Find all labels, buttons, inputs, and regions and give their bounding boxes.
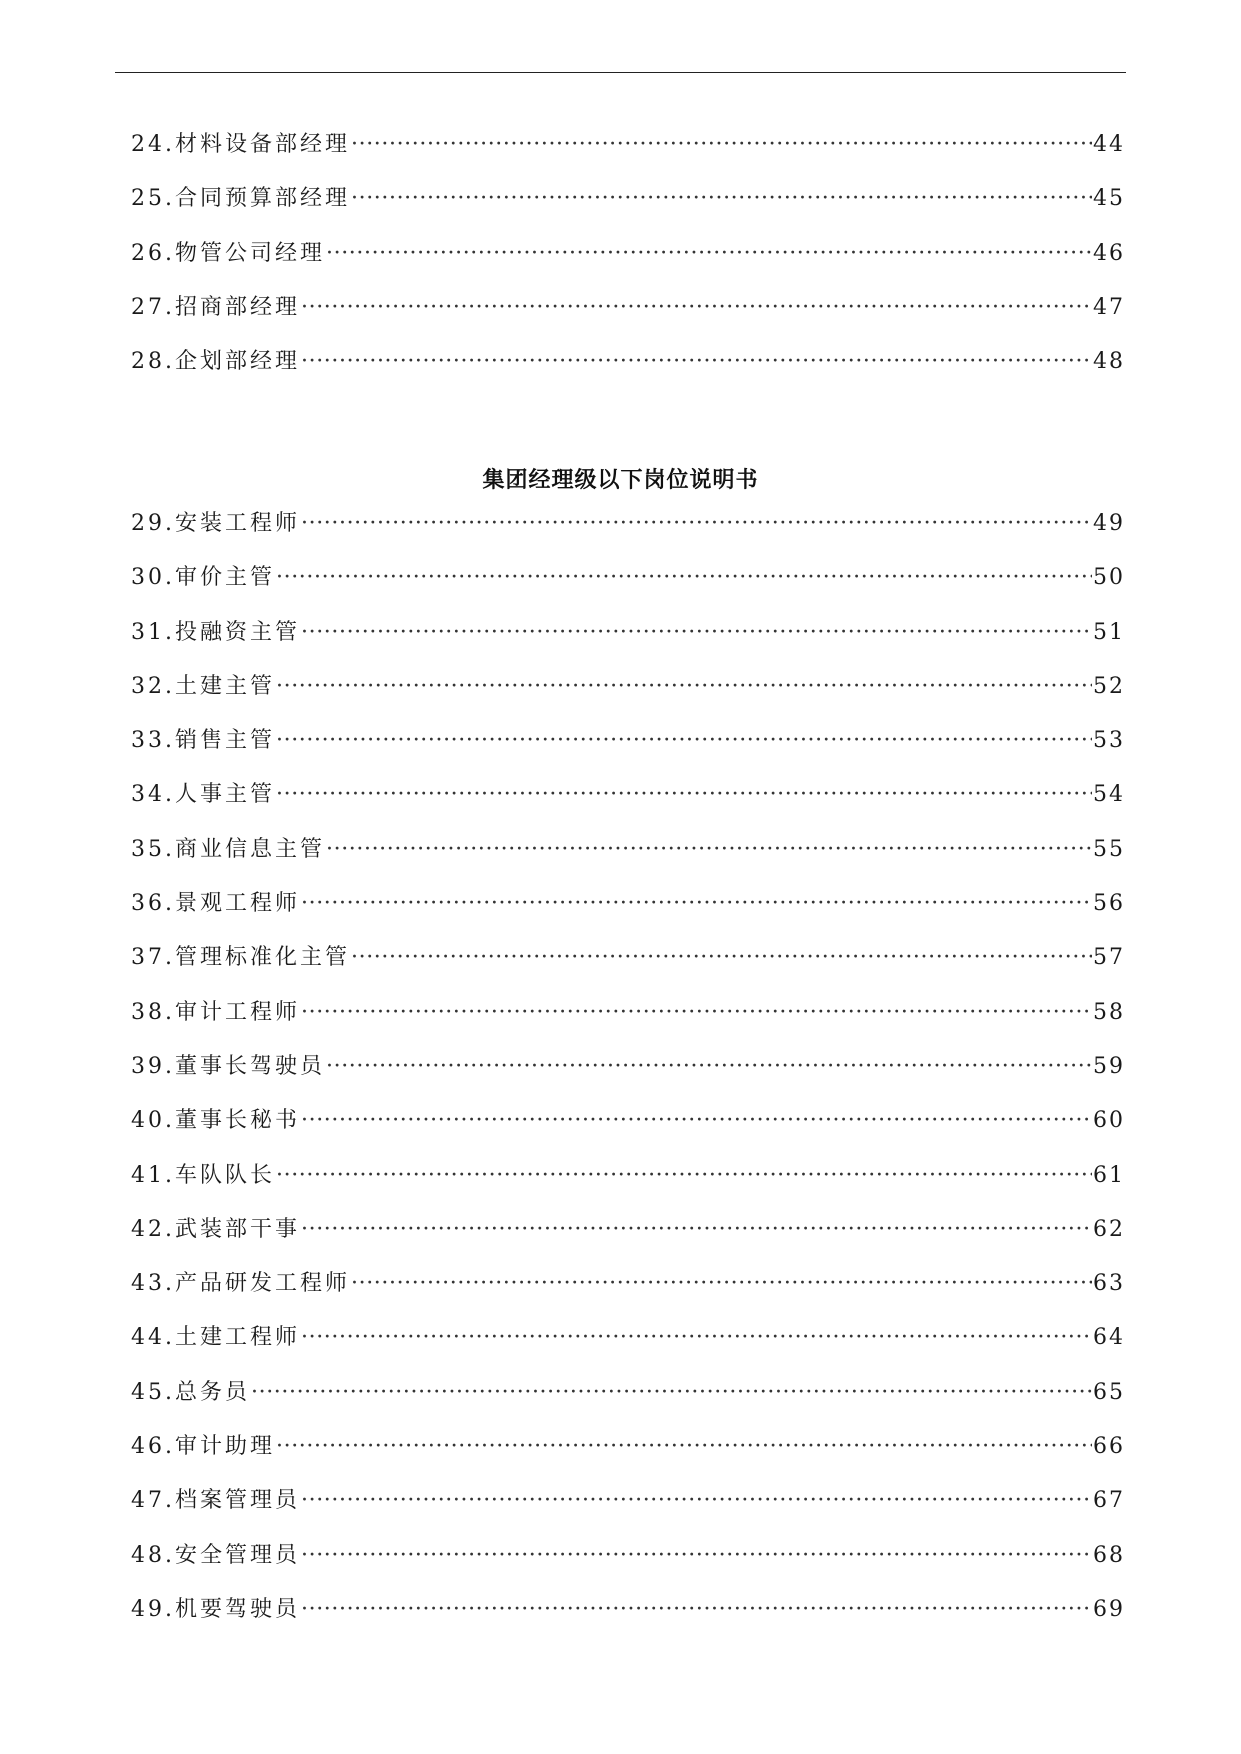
toc-entry-number: 30.	[131, 565, 175, 591]
toc-entry-page: 62	[1093, 1216, 1125, 1242]
toc-entry[interactable]	[131, 181, 1125, 235]
toc-entry-page: 51	[1093, 619, 1125, 645]
toc-entry-number: 31.	[131, 619, 175, 645]
toc-entry-page: 64	[1093, 1325, 1125, 1351]
toc-entry-title: 景观工程师	[175, 891, 301, 917]
toc-dot-leader	[301, 1217, 1092, 1242]
toc-entry[interactable]	[131, 1538, 1125, 1592]
toc-entry-number: 35.	[131, 836, 175, 862]
toc-entry-page: 54	[1093, 782, 1125, 808]
toc-entry-page: 65	[1093, 1379, 1125, 1405]
toc-entry-number: 46.	[131, 1434, 175, 1460]
toc-entry-page: 47	[1093, 294, 1125, 320]
toc-entry-title: 物管公司经理	[175, 240, 326, 266]
toc-entry-number: 48.	[131, 1542, 175, 1568]
toc-entry-number: 29.	[131, 511, 175, 536]
toc-entry[interactable]	[131, 1429, 1125, 1483]
toc-entry-title: 商业信息主管	[175, 836, 326, 862]
toc-entry-number: 36.	[131, 891, 175, 917]
toc-entry-title: 审计助理	[175, 1434, 276, 1460]
toc-entry[interactable]	[131, 290, 1125, 344]
toc-entry[interactable]	[131, 127, 1125, 181]
toc-entry-title: 审计工程师	[175, 999, 301, 1025]
toc-entry-title: 审价主管	[175, 565, 276, 591]
toc-dot-leader	[276, 674, 1092, 699]
toc-dot-leader	[301, 1108, 1092, 1133]
toc-entry-title: 机要驾驶员	[175, 1596, 301, 1622]
toc-list-bottom	[131, 506, 1125, 1646]
toc-entry[interactable]	[131, 832, 1125, 886]
toc-entry-number: 37.	[131, 945, 175, 971]
toc-entry-page: 45	[1093, 186, 1125, 212]
toc-dot-leader	[351, 945, 1092, 970]
toc-list-top	[131, 127, 1125, 398]
toc-entry-title: 管理标准化主管	[175, 945, 351, 971]
toc-entry-page: 52	[1093, 673, 1125, 699]
toc-entry-page: 49	[1093, 511, 1125, 536]
toc-entry[interactable]	[131, 1592, 1125, 1646]
toc-entry-number: 47.	[131, 1488, 175, 1514]
toc-entry-page: 57	[1093, 945, 1125, 971]
toc-entry-number: 41.	[131, 1162, 175, 1188]
header-rule	[115, 72, 1126, 73]
toc-entry-title: 企划部经理	[175, 349, 301, 375]
toc-entry[interactable]	[131, 1158, 1125, 1212]
toc-entry[interactable]	[131, 777, 1125, 831]
toc-entry-page: 61	[1093, 1162, 1125, 1188]
toc-entry-page: 63	[1093, 1271, 1125, 1297]
toc-entry-number: 24.	[131, 132, 175, 157]
toc-entry-page: 44	[1093, 132, 1125, 157]
toc-entry-page: 67	[1093, 1488, 1125, 1514]
toc-entry-number: 38.	[131, 999, 175, 1025]
toc-entry-title: 档案管理员	[175, 1488, 301, 1514]
toc-dot-leader	[351, 186, 1092, 211]
toc-entry[interactable]	[131, 1483, 1125, 1537]
toc-dot-leader	[301, 1000, 1092, 1025]
toc-entry-title: 总务员	[175, 1379, 251, 1405]
toc-dot-leader	[301, 891, 1092, 916]
toc-dot-leader	[301, 1325, 1092, 1350]
toc-dot-leader	[301, 1597, 1092, 1622]
toc-dot-leader	[301, 1488, 1092, 1513]
toc-entry-number: 39.	[131, 1053, 175, 1079]
toc-entry[interactable]	[131, 1049, 1125, 1103]
toc-entry-page: 58	[1093, 999, 1125, 1025]
toc-entry-number: 28.	[131, 349, 175, 375]
toc-entry-title: 董事长秘书	[175, 1108, 301, 1134]
toc-dot-leader	[276, 1163, 1092, 1188]
toc-entry[interactable]	[131, 615, 1125, 669]
toc-dot-leader	[301, 295, 1092, 320]
toc-entry-title: 投融资主管	[175, 619, 301, 645]
toc-entry-title: 合同预算部经理	[175, 186, 351, 212]
toc-entry-number: 34.	[131, 782, 175, 808]
toc-entry-title: 销售主管	[175, 728, 276, 754]
toc-entry-number: 44.	[131, 1325, 175, 1351]
toc-entry[interactable]	[131, 995, 1125, 1049]
toc-entry-number: 27.	[131, 294, 175, 320]
toc-entry[interactable]	[131, 940, 1125, 994]
toc-entry-page: 55	[1093, 836, 1125, 862]
toc-entry[interactable]	[131, 1266, 1125, 1320]
toc-entry-page: 53	[1093, 728, 1125, 754]
toc-entry-title: 安装工程师	[175, 511, 301, 536]
toc-entry-page: 66	[1093, 1434, 1125, 1460]
toc-entry[interactable]	[131, 236, 1125, 290]
toc-entry-number: 25.	[131, 186, 175, 212]
toc-dot-leader	[276, 782, 1092, 807]
toc-dot-leader	[326, 1054, 1092, 1079]
toc-entry-page: 69	[1093, 1596, 1125, 1622]
toc-dot-leader	[276, 1434, 1092, 1459]
toc-dot-leader	[326, 241, 1092, 266]
toc-dot-leader	[326, 837, 1092, 862]
toc-entry-title: 安全管理员	[175, 1542, 301, 1568]
toc-entry[interactable]	[131, 1103, 1125, 1157]
toc-dot-leader	[351, 1271, 1092, 1296]
toc-entry[interactable]	[131, 560, 1125, 614]
toc-entry-title: 土建主管	[175, 673, 276, 699]
toc-entry-title: 武装部干事	[175, 1216, 301, 1242]
toc-entry-title: 人事主管	[175, 782, 276, 808]
toc-entry-number: 45.	[131, 1379, 175, 1405]
toc-entry-title: 车队队长	[175, 1162, 276, 1188]
toc-entry[interactable]	[131, 1375, 1125, 1429]
toc-entry[interactable]	[131, 506, 1125, 560]
toc-entry-page: 60	[1093, 1108, 1125, 1134]
section-heading: 集团经理级以下岗位说明书	[482, 468, 759, 493]
toc-entry[interactable]	[131, 344, 1125, 398]
toc-entry[interactable]	[131, 1320, 1125, 1374]
toc-entry-page: 56	[1093, 891, 1125, 917]
toc-dot-leader	[351, 132, 1092, 157]
toc-entry-title: 董事长驾驶员	[175, 1053, 326, 1079]
toc-dot-leader	[301, 511, 1092, 536]
toc-entry-page: 50	[1093, 565, 1125, 591]
toc-dot-leader	[301, 349, 1092, 374]
toc-entry-number: 33.	[131, 728, 175, 754]
toc-entry-page: 59	[1093, 1053, 1125, 1079]
toc-entry[interactable]	[131, 886, 1125, 940]
toc-entry-page: 46	[1093, 240, 1125, 266]
toc-entry-title: 土建工程师	[175, 1325, 301, 1351]
toc-entry-page: 68	[1093, 1542, 1125, 1568]
toc-entry-number: 49.	[131, 1596, 175, 1622]
toc-dot-leader	[301, 1543, 1092, 1568]
toc-dot-leader	[251, 1380, 1092, 1405]
toc-entry-title: 材料设备部经理	[175, 132, 351, 157]
toc-entry[interactable]	[131, 723, 1125, 777]
toc-entry[interactable]	[131, 669, 1125, 723]
toc-dot-leader	[276, 728, 1092, 753]
toc-entry-number: 32.	[131, 673, 175, 699]
toc-entry-number: 26.	[131, 240, 175, 266]
toc-entry-number: 43.	[131, 1271, 175, 1297]
toc-dot-leader	[276, 565, 1092, 590]
toc-entry-page: 48	[1093, 349, 1125, 375]
toc-entry-title: 招商部经理	[175, 294, 301, 320]
toc-dot-leader	[301, 620, 1092, 645]
toc-entry-number: 40.	[131, 1108, 175, 1134]
toc-entry-number: 42.	[131, 1216, 175, 1242]
toc-entry-title: 产品研发工程师	[175, 1271, 351, 1297]
toc-entry[interactable]	[131, 1212, 1125, 1266]
